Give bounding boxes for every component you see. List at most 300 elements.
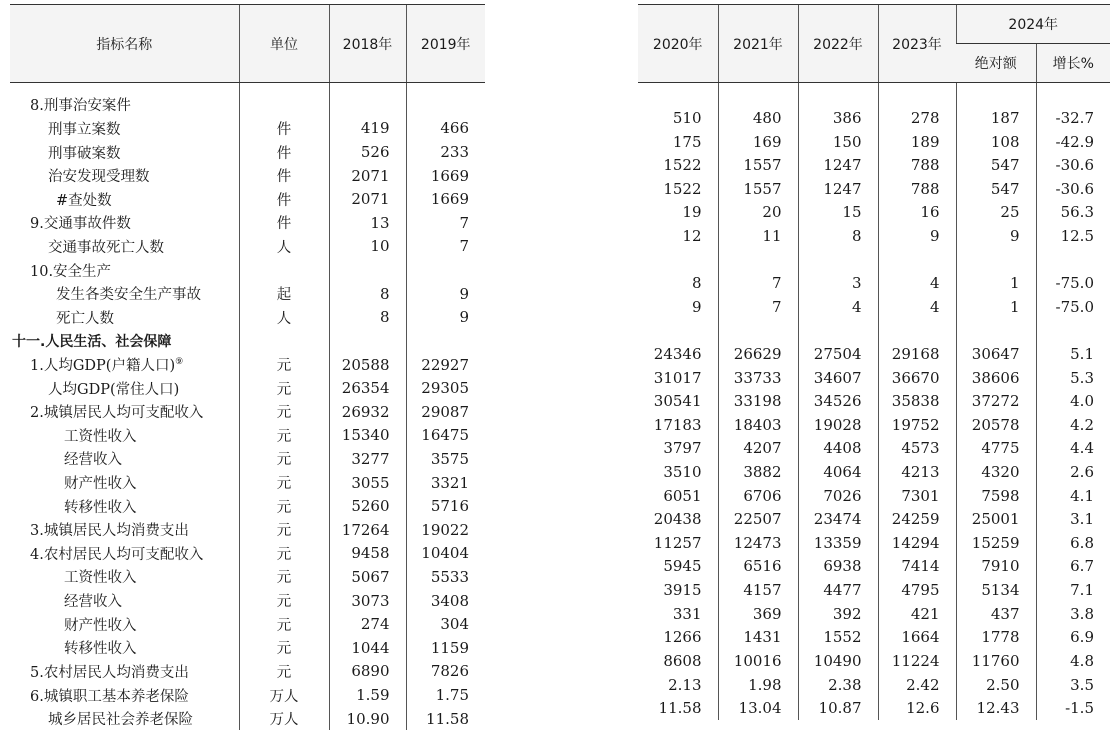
header-unit: 单位 <box>239 5 329 83</box>
value-cell-2024-absolute: 547 <box>956 153 1036 177</box>
value-cell-2020: 17183 <box>653 415 702 434</box>
value-cell-2021: 22507 <box>718 507 798 531</box>
value-cell-2019: 19022 <box>406 518 485 542</box>
value-cell-2022: 6938 <box>798 555 878 579</box>
value-cell-2019: 3321 <box>406 471 485 495</box>
value-cell-2020: 11.58 <box>658 699 702 718</box>
value-cell-2022 <box>798 83 878 107</box>
value-cell-2022: 2.38 <box>798 673 878 697</box>
indicator-name <box>10 83 239 117</box>
value-cell-2022: 386 <box>798 106 878 130</box>
indicator-label: 9.交通事故件数 <box>30 216 131 233</box>
table-row <box>638 153 1110 177</box>
value-cell-2022: 15 <box>798 201 878 225</box>
value-cell-2024-absolute: 1778 <box>956 626 1036 650</box>
value-cell-2024-absolute: 108 <box>956 130 1036 154</box>
value-cell-2018: 8 <box>329 305 406 329</box>
value-cell-2022 <box>798 248 878 272</box>
table-row <box>638 224 1110 248</box>
table-row <box>638 319 1110 343</box>
table-row <box>10 258 485 282</box>
indicator-label: 治安发现受理数 <box>48 169 150 186</box>
indicator-name <box>10 494 239 518</box>
value-cell-2024-absolute: 37272 <box>956 389 1036 413</box>
header-year-2024: 2024年 <box>956 5 1110 44</box>
value-cell-2023: 24259 <box>878 507 956 531</box>
value-cell-2018: 10.90 <box>329 707 406 731</box>
value-cell-2021: 18403 <box>718 413 798 437</box>
table-row <box>638 626 1110 650</box>
value-cell-2024-growth: 4.0 <box>1036 389 1110 413</box>
value-cell-2024-absolute: 1 <box>956 295 1036 319</box>
table-row <box>638 106 1110 130</box>
table-row <box>10 447 485 471</box>
value-cell-2021: 26629 <box>718 342 798 366</box>
indicator-label: 经营收入 <box>64 452 122 469</box>
table-row <box>638 531 1110 555</box>
value-cell-2024-growth: 5.3 <box>1036 366 1110 390</box>
table-row <box>10 211 485 235</box>
value-cell-2024-absolute: 11760 <box>956 649 1036 673</box>
footnote-marker: ⑨ <box>175 357 184 368</box>
value-cell-2024-absolute: 7910 <box>956 555 1036 579</box>
indicator-label: 财产性收入 <box>64 617 137 634</box>
value-cell-2019: 29305 <box>406 376 485 400</box>
indicator-name <box>10 353 239 377</box>
value-cell-2018: 2071 <box>329 164 406 188</box>
value-cell-2023: 7414 <box>878 555 956 579</box>
unit-cell: 元 <box>239 612 329 636</box>
value-cell-2024-absolute: 437 <box>956 602 1036 626</box>
table-row <box>10 589 485 613</box>
value-cell-2020: 8608 <box>663 651 702 670</box>
table-row <box>638 201 1110 225</box>
indicator-name <box>10 542 239 566</box>
value-cell-2019: 29087 <box>406 400 485 424</box>
value-cell-2022: 4408 <box>798 437 878 461</box>
value-cell-2023 <box>878 248 956 272</box>
value-cell-2020: 31017 <box>653 368 702 387</box>
table-row <box>638 295 1110 319</box>
table-row <box>638 507 1110 531</box>
value-cell-2019: 3575 <box>406 447 485 471</box>
table-row <box>638 389 1110 413</box>
header-growth: 增长% <box>1036 44 1110 83</box>
value-cell-2023: 11224 <box>878 649 956 673</box>
indicator-name <box>10 187 239 211</box>
indicator-label: 刑事破案数 <box>48 145 121 162</box>
value-cell-2024-growth: 3.5 <box>1036 673 1110 697</box>
value-cell-2021: 4157 <box>718 578 798 602</box>
header-year-2020: 2020年 <box>638 5 718 83</box>
value-cell-2021: 169 <box>718 130 798 154</box>
value-cell-2018: 10 <box>329 235 406 259</box>
value-cell-2020: 6051 <box>663 486 702 505</box>
table-row <box>10 707 485 731</box>
value-cell-2024-growth <box>1036 248 1110 272</box>
value-cell-2021: 1557 <box>718 153 798 177</box>
table-row <box>638 83 1110 107</box>
value-cell-2018: 26354 <box>329 376 406 400</box>
indicator-name <box>10 258 239 282</box>
value-cell-2024-growth <box>1036 83 1110 107</box>
value-cell-2021: 6706 <box>718 484 798 508</box>
value-cell-2021: 1557 <box>718 177 798 201</box>
value-cell-2022 <box>798 319 878 343</box>
value-cell-2019: 466 <box>406 117 485 141</box>
unit-cell: 元 <box>239 447 329 471</box>
value-cell-2023: 421 <box>878 602 956 626</box>
indicator-name <box>10 447 239 471</box>
value-cell-2019 <box>406 258 485 282</box>
header-absolute: 绝对额 <box>956 44 1036 83</box>
value-cell-2023: 4213 <box>878 460 956 484</box>
value-cell-2019: 1669 <box>406 164 485 188</box>
value-cell-2018: 526 <box>329 140 406 164</box>
value-cell-2024-growth: 6.9 <box>1036 626 1110 650</box>
value-cell-2020: 8 <box>691 274 702 293</box>
indicator-label: 交通事故死亡人数 <box>48 239 164 256</box>
table-row <box>10 83 485 117</box>
value-cell-2018: 26932 <box>329 400 406 424</box>
value-cell-2019: 1159 <box>406 636 485 660</box>
table-row <box>638 555 1110 579</box>
value-cell-2022: 34526 <box>798 389 878 413</box>
value-cell-2021: 7 <box>718 271 798 295</box>
table-row <box>638 696 1110 720</box>
value-cell-2018: 2071 <box>329 187 406 211</box>
value-cell-2024-growth: 4.2 <box>1036 413 1110 437</box>
value-cell-2019 <box>406 329 485 353</box>
value-cell-2024-growth: -75.0 <box>1036 295 1110 319</box>
table-row <box>638 673 1110 697</box>
value-cell-2018: 13 <box>329 211 406 235</box>
value-cell-2024-absolute: 2.50 <box>956 673 1036 697</box>
value-cell-2018: 6890 <box>329 660 406 684</box>
indicator-label: 4.农村居民人均可支配收入 <box>30 546 204 563</box>
value-cell-2021: 1.98 <box>718 673 798 697</box>
indicator-label: 6.城镇职工基本养老保险 <box>30 688 189 705</box>
value-cell-2022: 4064 <box>798 460 878 484</box>
value-cell-2021: 1431 <box>718 626 798 650</box>
unit-cell: 元 <box>239 424 329 448</box>
value-cell-2024-growth: -30.6 <box>1036 153 1110 177</box>
table-row <box>10 400 485 424</box>
value-cell-2022: 8 <box>798 224 878 248</box>
value-cell-2022: 27504 <box>798 342 878 366</box>
unit-cell: 元 <box>239 400 329 424</box>
value-cell-2019: 16475 <box>406 424 485 448</box>
value-cell-2024-absolute: 1 <box>956 271 1036 295</box>
indicator-name <box>10 565 239 589</box>
indicator-name <box>10 400 239 424</box>
value-cell-2021 <box>718 248 798 272</box>
value-cell-2022: 1247 <box>798 177 878 201</box>
value-cell-2022: 7026 <box>798 484 878 508</box>
value-cell-2023: 14294 <box>878 531 956 555</box>
value-cell-2021: 3882 <box>718 460 798 484</box>
value-cell-2022: 1247 <box>798 153 878 177</box>
indicator-name <box>10 305 239 329</box>
indicator-name <box>10 589 239 613</box>
indicator-label: 财产性收入 <box>64 476 137 493</box>
value-cell-2024-growth: 6.7 <box>1036 555 1110 579</box>
value-cell-2024-growth: 6.8 <box>1036 531 1110 555</box>
value-cell-2020: 9 <box>691 297 702 316</box>
value-cell-2018: 3073 <box>329 589 406 613</box>
value-cell-2022: 4477 <box>798 578 878 602</box>
table-row <box>10 305 485 329</box>
value-cell-2023: 2.42 <box>878 673 956 697</box>
indicator-label: 转移性收入 <box>64 499 137 516</box>
unit-cell: 人 <box>239 235 329 259</box>
value-cell-2023: 12.6 <box>878 696 956 720</box>
unit-cell: 万人 <box>239 683 329 707</box>
value-cell-2021: 10016 <box>718 649 798 673</box>
table-row <box>10 164 485 188</box>
unit-cell: 元 <box>239 518 329 542</box>
value-cell-2019: 5716 <box>406 494 485 518</box>
value-cell-2021: 12473 <box>718 531 798 555</box>
indicator-name <box>10 683 239 707</box>
indicator-label: 刑事立案数 <box>48 121 121 138</box>
value-cell-2020: 1522 <box>663 156 702 175</box>
indicator-label: 1.人均GDP(户籍人口) <box>30 358 176 374</box>
indicator-label: 发生各类安全生产事故 <box>56 287 201 304</box>
value-cell-2019: 9 <box>406 282 485 306</box>
table-row <box>10 636 485 660</box>
indicator-label: 工资性收入 <box>64 428 137 445</box>
value-cell-2024-absolute: 15259 <box>956 531 1036 555</box>
indicator-name <box>10 636 239 660</box>
value-cell-2021 <box>718 319 798 343</box>
value-cell-2022: 13359 <box>798 531 878 555</box>
indicator-label: 3.城镇居民人均消费支出 <box>30 523 189 540</box>
table-row <box>10 353 485 377</box>
value-cell-2021: 33198 <box>718 389 798 413</box>
value-cell-2020: 175 <box>672 132 702 151</box>
value-cell-2024-growth: 2.6 <box>1036 460 1110 484</box>
value-cell-2024-absolute: 7598 <box>956 484 1036 508</box>
value-cell-2020: 331 <box>672 604 702 623</box>
value-cell-2020: 11257 <box>653 533 702 552</box>
value-cell-2018 <box>329 258 406 282</box>
value-cell-2022: 19028 <box>798 413 878 437</box>
value-cell-2022: 34607 <box>798 366 878 390</box>
value-cell-2021: 11 <box>718 224 798 248</box>
value-cell-2019: 7 <box>406 235 485 259</box>
value-cell-2024-absolute: 20578 <box>956 413 1036 437</box>
value-cell-2024-absolute: 4320 <box>956 460 1036 484</box>
unit-cell: 件 <box>239 117 329 141</box>
value-cell-2018: 15340 <box>329 424 406 448</box>
value-cell-2019: 3408 <box>406 589 485 613</box>
indicator-name <box>10 329 239 353</box>
unit-cell: 万人 <box>239 707 329 731</box>
value-cell-2024-absolute: 4775 <box>956 437 1036 461</box>
value-cell-2019: 1.75 <box>406 683 485 707</box>
indicator-name <box>10 660 239 684</box>
header-year-2022: 2022年 <box>798 5 878 83</box>
value-cell-2024-growth: -75.0 <box>1036 271 1110 295</box>
value-cell-2018: 3055 <box>329 471 406 495</box>
table-row <box>10 140 485 164</box>
value-cell-2024-growth: -42.9 <box>1036 130 1110 154</box>
table-row <box>638 271 1110 295</box>
value-cell-2019: 1669 <box>406 187 485 211</box>
value-cell-2020: 1522 <box>663 179 702 198</box>
unit-cell: 元 <box>239 660 329 684</box>
value-cell-2024-growth: 3.1 <box>1036 507 1110 531</box>
value-cell-2018 <box>329 329 406 353</box>
table-row <box>10 612 485 636</box>
unit-cell: 元 <box>239 353 329 377</box>
table-row <box>638 578 1110 602</box>
indicator-label: 2.城镇居民人均可支配收入 <box>30 405 204 422</box>
unit-cell <box>239 83 329 117</box>
table-row <box>10 471 485 495</box>
table-row <box>638 484 1110 508</box>
value-cell-2018: 3277 <box>329 447 406 471</box>
unit-cell <box>239 329 329 353</box>
indicator-label: 转移性收入 <box>64 641 137 658</box>
value-cell-2020: 12 <box>682 226 702 245</box>
table-row <box>638 130 1110 154</box>
value-cell-2024-absolute: 5134 <box>956 578 1036 602</box>
value-cell-2018: 17264 <box>329 518 406 542</box>
value-cell-2024-absolute: 9 <box>956 224 1036 248</box>
value-cell-2024-growth: -32.7 <box>1036 106 1110 130</box>
value-cell-2019: 11.58 <box>406 707 485 731</box>
value-cell-2018: 5067 <box>329 565 406 589</box>
value-cell-2023: 1664 <box>878 626 956 650</box>
table-row <box>638 342 1110 366</box>
unit-cell: 元 <box>239 589 329 613</box>
unit-cell: 件 <box>239 164 329 188</box>
value-cell-2021 <box>718 83 798 107</box>
value-cell-2022: 392 <box>798 602 878 626</box>
value-cell-2024-absolute: 12.43 <box>956 696 1036 720</box>
header-year-2019: 2019年 <box>406 5 485 83</box>
indicator-label: 死亡人数 <box>56 310 114 327</box>
value-cell-2024-growth: 12.5 <box>1036 224 1110 248</box>
indicator-name <box>10 211 239 235</box>
indicator-name <box>10 424 239 448</box>
value-cell-2024-growth: 3.8 <box>1036 602 1110 626</box>
value-cell-2024-growth: 4.4 <box>1036 437 1110 461</box>
statistics-table-right <box>638 4 1110 720</box>
indicator-name <box>10 140 239 164</box>
value-cell-2020 <box>638 248 718 272</box>
value-cell-2019: 9 <box>406 305 485 329</box>
value-cell-2023: 7301 <box>878 484 956 508</box>
value-cell-2023: 36670 <box>878 366 956 390</box>
value-cell-2023: 4573 <box>878 437 956 461</box>
table-row <box>10 424 485 448</box>
unit-cell: 元 <box>239 636 329 660</box>
indicator-name <box>10 282 239 306</box>
value-cell-2021: 33733 <box>718 366 798 390</box>
value-cell-2023: 788 <box>878 177 956 201</box>
indicator-name <box>10 117 239 141</box>
value-cell-2024-absolute <box>956 83 1036 107</box>
value-cell-2022: 10.87 <box>798 696 878 720</box>
indicator-name <box>10 471 239 495</box>
value-cell-2023: 4 <box>878 271 956 295</box>
indicator-name <box>10 707 239 731</box>
value-cell-2024-absolute: 25001 <box>956 507 1036 531</box>
table-row <box>10 187 485 211</box>
value-cell-2019 <box>406 83 485 117</box>
indicator-name <box>10 164 239 188</box>
value-cell-2024-growth: 7.1 <box>1036 578 1110 602</box>
indicator-label: 城乡居民社会养老保险 <box>48 712 193 729</box>
value-cell-2020: 3510 <box>663 463 702 482</box>
value-cell-2021: 7 <box>718 295 798 319</box>
value-cell-2019: 233 <box>406 140 485 164</box>
header-year-2018: 2018年 <box>329 5 406 83</box>
table-row <box>10 660 485 684</box>
table-row <box>638 366 1110 390</box>
unit-cell: 元 <box>239 494 329 518</box>
value-cell-2019: 7 <box>406 211 485 235</box>
indicator-label: 经营收入 <box>64 594 122 611</box>
header-year-2023: 2023年 <box>878 5 956 83</box>
value-cell-2022: 3 <box>798 271 878 295</box>
table-row <box>10 235 485 259</box>
value-cell-2024-growth: -1.5 <box>1036 696 1110 720</box>
value-cell-2020: 3915 <box>663 581 702 600</box>
table-row <box>10 542 485 566</box>
value-cell-2019: 5533 <box>406 565 485 589</box>
value-cell-2019: 304 <box>406 612 485 636</box>
value-cell-2023: 189 <box>878 130 956 154</box>
value-cell-2021: 6516 <box>718 555 798 579</box>
value-cell-2023: 19752 <box>878 413 956 437</box>
value-cell-2024-absolute: 38606 <box>956 366 1036 390</box>
table-row <box>10 282 485 306</box>
table-row <box>638 649 1110 673</box>
value-cell-2018: 9458 <box>329 542 406 566</box>
unit-cell: 起 <box>239 282 329 306</box>
table-row <box>10 329 485 353</box>
table-row <box>10 494 485 518</box>
value-cell-2024-growth: 5.1 <box>1036 342 1110 366</box>
table-row <box>10 117 485 141</box>
value-cell-2022: 1552 <box>798 626 878 650</box>
value-cell-2021: 480 <box>718 106 798 130</box>
value-cell-2022: 150 <box>798 130 878 154</box>
unit-cell <box>239 258 329 282</box>
value-cell-2018: 5260 <box>329 494 406 518</box>
value-cell-2021: 20 <box>718 201 798 225</box>
value-cell-2023: 16 <box>878 201 956 225</box>
unit-cell: 元 <box>239 542 329 566</box>
value-cell-2023: 29168 <box>878 342 956 366</box>
indicator-name <box>10 612 239 636</box>
value-cell-2024-absolute <box>956 248 1036 272</box>
value-cell-2024-absolute: 547 <box>956 177 1036 201</box>
unit-cell: 件 <box>239 187 329 211</box>
unit-cell: 件 <box>239 140 329 164</box>
unit-cell: 件 <box>239 211 329 235</box>
unit-cell: 元 <box>239 471 329 495</box>
value-cell-2019: 7826 <box>406 660 485 684</box>
header-indicator: 指标名称 <box>10 5 239 83</box>
header-year-2021: 2021年 <box>718 5 798 83</box>
value-cell-2023: 35838 <box>878 389 956 413</box>
value-cell-2022: 4 <box>798 295 878 319</box>
